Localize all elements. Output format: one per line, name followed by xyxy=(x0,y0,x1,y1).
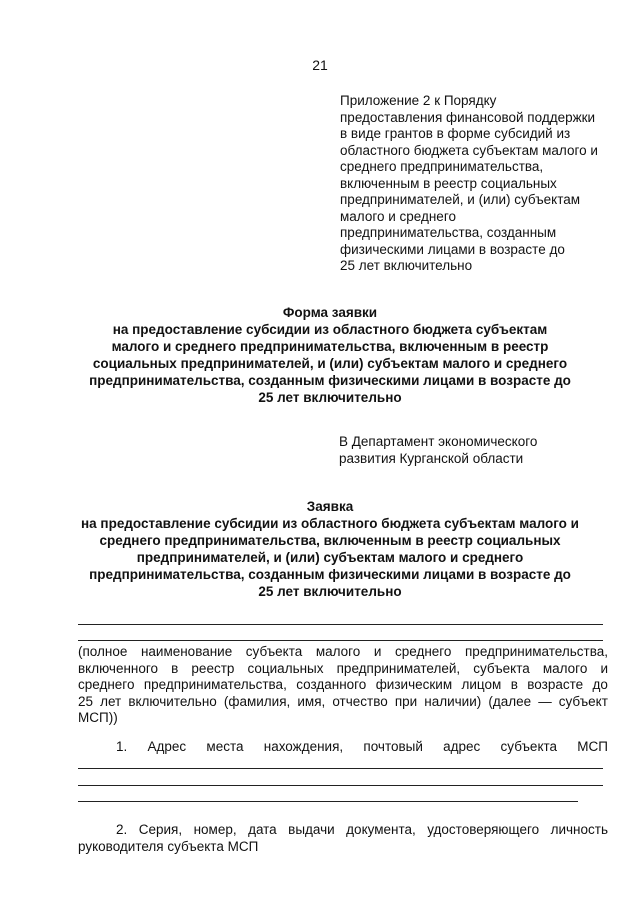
caption-line: среднего предпринимательства, созданного физическим лицом в возрасте до xyxy=(78,677,608,692)
appendix-line: малого и среднего xyxy=(340,208,456,224)
item-1-label: 1. Адрес места нахождения, почтовый адрес субъекта МСП xyxy=(116,739,608,754)
form-title xyxy=(40,304,620,406)
appendix-line: предпринимательства, созданным xyxy=(340,225,557,240)
application-title-line: среднего предпринимательства, включенным в реестр социальных xyxy=(99,533,561,548)
appendix-line: включенным в реестр социальных xyxy=(340,175,557,191)
form-title-line: предпринимательства, созданным физическими лицами в возрасте до xyxy=(89,373,571,388)
application-title-line: 25 лет включительно xyxy=(258,584,402,599)
appendix-line: в виде грантов в форме субсидий из xyxy=(340,126,571,141)
form-title-line: на предоставление субсидии из областного бюджета субъектам xyxy=(112,322,548,337)
application-title xyxy=(40,498,620,600)
form-title-line: 25 лет включительно xyxy=(258,390,402,405)
appendix-line: предпринимателей, и (или) субъектам xyxy=(340,192,581,207)
recipient-line: В Департамент экономического xyxy=(339,434,538,449)
caption-line: (полное наименование субъекта малого и среднего предпринимательства, xyxy=(78,644,608,659)
item-2-label-continued: руководителя субъекта МСП xyxy=(78,839,259,854)
appendix-line: Приложение 2 к Порядку xyxy=(340,93,497,108)
appendix-line: 25 лет включительно xyxy=(340,258,473,273)
application-title-line: предпринимателей, и (или) субъектам малого и среднего xyxy=(136,550,524,565)
application-title-line: на предоставление субсидии из областного бюджета субъектам малого и xyxy=(81,516,579,531)
form-title-line: социальных предпринимателей, и (или) субъектам малого и среднего xyxy=(92,356,568,371)
application-title-line: предпринимательства, созданным физическими лицами в возрасте до xyxy=(89,567,571,582)
caption-line: МСП)) xyxy=(78,710,118,725)
full-name-caption xyxy=(78,644,608,727)
item-2-label: 2. Серия, номер, дата выдачи документа, удостоверяющего личность xyxy=(116,822,608,837)
caption-line: включенного в реестр социальных предпринимателей, субъекта малого и xyxy=(78,660,608,676)
appendix-note xyxy=(340,93,610,275)
fill-in-line[interactable] xyxy=(78,640,603,641)
fill-in-line[interactable] xyxy=(78,801,578,802)
recipient-address xyxy=(339,433,537,467)
application-title-line: Заявка xyxy=(306,499,354,514)
fill-in-line[interactable] xyxy=(78,785,603,786)
appendix-line: среднего предпринимательства, xyxy=(340,159,544,174)
fill-in-line[interactable] xyxy=(78,624,603,625)
page-number: 21 xyxy=(312,57,328,73)
appendix-line: физическими лицами в возрасте до xyxy=(340,241,565,257)
form-title-line: Форма заявки xyxy=(282,305,378,320)
appendix-line: областного бюджета субъектам малого и xyxy=(340,142,598,158)
caption-line: 25 лет включительно (фамилия, имя, отчество при наличии) (далее — субъект xyxy=(78,693,608,709)
appendix-line: предоставления финансовой поддержки xyxy=(340,109,596,125)
form-title-line: малого и среднего предпринимательства, включенным в реестр xyxy=(111,339,549,354)
fill-in-line[interactable] xyxy=(78,768,603,769)
recipient-line: развития Курганской области xyxy=(339,451,524,466)
